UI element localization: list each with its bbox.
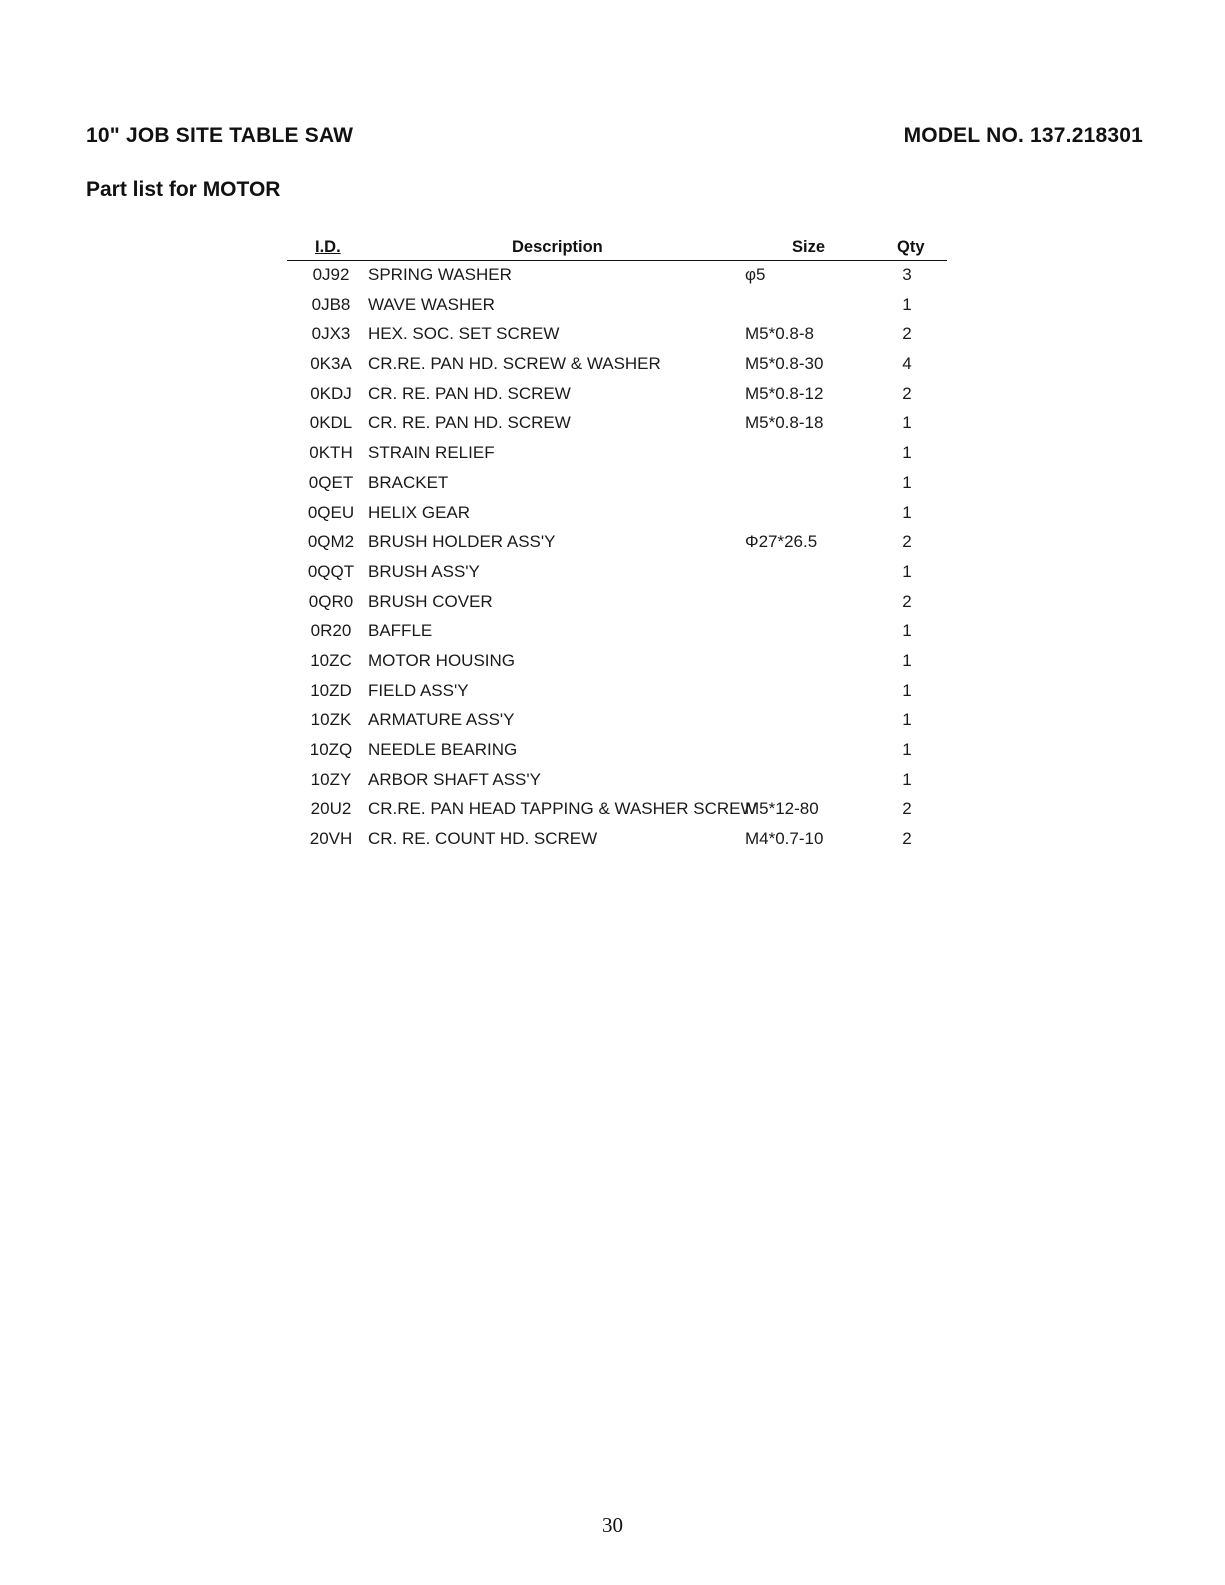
- part-id: 20VH: [309, 829, 353, 849]
- part-size: M5*0.8-30: [745, 354, 824, 374]
- part-id: 0QEU: [307, 502, 355, 522]
- part-qty: 1: [902, 443, 912, 463]
- part-id: 0JX3: [311, 324, 351, 344]
- part-description: BRUSH HOLDER ASS'Y: [368, 532, 556, 552]
- table-row: [287, 677, 947, 707]
- table-row: [287, 766, 947, 796]
- model-number: MODEL NO. 137.218301: [903, 124, 1143, 147]
- part-id: 0KDL: [309, 413, 353, 433]
- part-description: ARBOR SHAFT ASS'Y: [368, 769, 541, 789]
- part-description: STRAIN RELIEF: [368, 443, 495, 463]
- part-description: CR. RE. PAN HD. SCREW: [368, 413, 571, 433]
- table-row: [287, 499, 947, 529]
- part-description: CR.RE. PAN HEAD TAPPING & WASHER SCREW: [368, 799, 757, 819]
- part-description: BRUSH ASS'Y: [368, 561, 480, 581]
- part-qty: 1: [902, 680, 912, 700]
- table-header: [287, 236, 947, 261]
- table-row: [287, 409, 947, 439]
- part-description: HELIX GEAR: [368, 502, 471, 522]
- part-description: CR. RE. PAN HD. SCREW: [368, 383, 571, 403]
- column-header-description: Description: [512, 238, 603, 256]
- table-row: [287, 647, 947, 677]
- table-row: [287, 558, 947, 588]
- part-id: 0R20: [310, 621, 352, 641]
- part-id: 0KTH: [309, 443, 353, 463]
- part-qty: 2: [902, 829, 912, 849]
- page-header: [86, 124, 1143, 154]
- part-description: FIELD ASS'Y: [368, 680, 469, 700]
- part-id: 0QET: [308, 472, 354, 492]
- table-row: [287, 825, 947, 855]
- part-description: BRUSH COVER: [368, 591, 493, 611]
- part-qty: 1: [902, 294, 912, 314]
- table-row: [287, 588, 947, 618]
- part-id: 0QR0: [308, 591, 354, 611]
- column-header-id: I.D.: [315, 238, 341, 256]
- part-size: M5*0.8-18: [745, 413, 824, 433]
- part-qty: 1: [902, 740, 912, 759]
- part-id: 10ZK: [310, 710, 352, 730]
- part-qty: 2: [902, 799, 912, 819]
- table-body: [287, 261, 947, 855]
- part-description: CR.RE. PAN HD. SCREW & WASHER: [368, 354, 661, 374]
- part-id: 0QM2: [307, 532, 355, 552]
- part-qty: 3: [902, 265, 912, 284]
- part-id: 0JB8: [311, 294, 351, 314]
- part-qty: 4: [902, 354, 912, 374]
- part-id: 0J92: [312, 265, 350, 284]
- table-row: [287, 617, 947, 647]
- part-description: WAVE WASHER: [368, 294, 495, 314]
- table-row: [287, 320, 947, 350]
- part-qty: 2: [902, 532, 912, 552]
- parts-table: [287, 236, 947, 855]
- part-qty: 1: [902, 502, 912, 522]
- part-size: φ5: [745, 265, 766, 284]
- part-id: 0QQT: [307, 561, 355, 581]
- part-id: 10ZC: [310, 650, 352, 670]
- table-row: [287, 291, 947, 321]
- part-qty: 1: [902, 413, 912, 433]
- part-description: HEX. SOC. SET SCREW: [368, 324, 560, 344]
- table-row: [287, 706, 947, 736]
- part-id: 0KDJ: [310, 383, 352, 403]
- table-row: [287, 439, 947, 469]
- part-size: M5*12-80: [745, 799, 819, 819]
- part-qty: 1: [902, 472, 912, 492]
- part-description: MOTOR HOUSING: [368, 650, 516, 670]
- table-row: [287, 795, 947, 825]
- part-description: BAFFLE: [368, 621, 433, 641]
- part-description: CR. RE. COUNT HD. SCREW: [368, 829, 598, 849]
- part-qty: 2: [902, 383, 912, 403]
- column-header-qty: Qty: [897, 238, 925, 256]
- part-size: M5*0.8-12: [745, 383, 824, 403]
- part-id: 0K3A: [310, 354, 352, 374]
- table-row: [287, 261, 947, 291]
- table-row: [287, 350, 947, 380]
- part-description: SPRING WASHER: [368, 265, 512, 284]
- part-qty: 1: [902, 561, 912, 581]
- part-size: M4*0.7-10: [745, 829, 824, 849]
- part-size: M5*0.8-8: [745, 324, 814, 344]
- table-row: [287, 469, 947, 499]
- part-qty: 1: [902, 769, 912, 789]
- part-qty: 1: [902, 621, 912, 641]
- part-description: BRACKET: [368, 472, 449, 492]
- part-description: ARMATURE ASS'Y: [368, 710, 515, 730]
- part-id: 10ZD: [310, 680, 352, 700]
- part-qty: 1: [902, 710, 912, 730]
- section-title: Part list for MOTOR: [86, 178, 281, 201]
- table-row: [287, 528, 947, 558]
- page-number: 30: [602, 1513, 623, 1537]
- part-id: 20U2: [310, 799, 352, 819]
- column-header-size: Size: [792, 238, 826, 256]
- part-qty: 1: [902, 650, 912, 670]
- part-size: Φ27*26.5: [745, 532, 818, 552]
- part-id: 10ZY: [310, 769, 352, 789]
- document-title: 10" JOB SITE TABLE SAW: [86, 124, 354, 147]
- table-row: [287, 380, 947, 410]
- part-description: NEEDLE BEARING: [368, 740, 518, 759]
- part-id: 10ZQ: [309, 740, 353, 759]
- part-qty: 2: [902, 324, 912, 344]
- table-row: [287, 736, 947, 766]
- part-qty: 2: [902, 591, 912, 611]
